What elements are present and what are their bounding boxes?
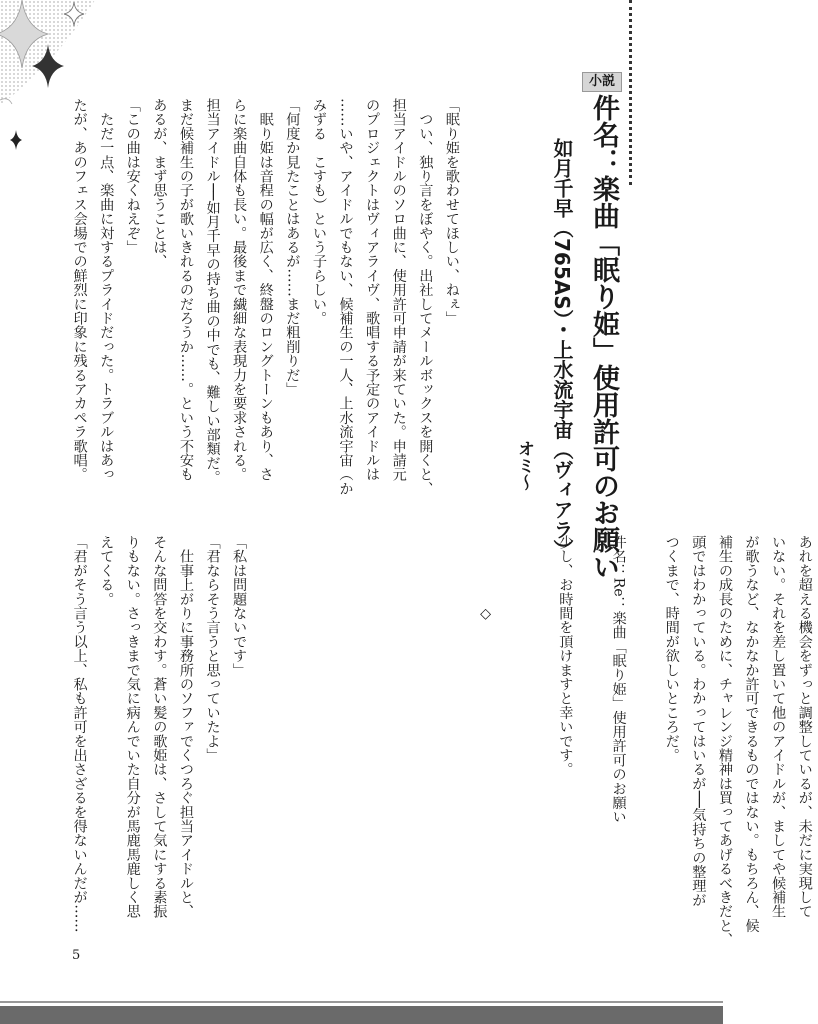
- text-line: そんな問答を交わす。蒼い髪の歌姫は、さして気にする素振: [151, 535, 168, 919]
- text-line: [632, 535, 659, 935]
- text-line: [499, 535, 526, 935]
- text-line: 頭ではわかっている。わかってはいるが──気持ちの整理が: [690, 535, 707, 908]
- story-characters: 如月千早（765AS）・上水流宇宙（ヴィアラ）: [550, 138, 574, 560]
- text-line: ……いや、アイドルでもない、候補生の一人、上水流宇宙（か: [337, 98, 354, 496]
- text-line: が歌うなど、なかなか許可できるものではない。もちろん、候: [743, 535, 760, 933]
- text-line: みずる こすも）という子らしい。: [310, 98, 327, 326]
- text-line: [578, 535, 605, 935]
- text-line: いない。それを差し置いて他のアイドルが、ましてや候補生: [770, 535, 787, 919]
- upper-text-block: [66, 98, 465, 498]
- dotted-divider: [629, 0, 632, 185]
- text-line: 補生の成長のために、チャレンジ精神は買ってあげるべきだと、: [716, 535, 733, 947]
- text-line: 「何度か見たことはあるが……まだ粗削りだ」: [284, 98, 301, 397]
- text-line: あるが、まず思うことは、: [151, 98, 168, 269]
- footer-rule: [0, 1001, 723, 1003]
- text-line: えてくる。: [98, 535, 115, 606]
- scene-break-diamond-icon: ◇: [477, 535, 494, 622]
- email-subject-line: 件名：Re：楽曲「眠り姫」使用許可のお願い: [610, 535, 627, 824]
- text-line: つくまで、時間が欲しいところだ。: [663, 535, 680, 763]
- text-line: 「私は問題ないです」: [231, 535, 248, 677]
- category-badge: 小説: [582, 72, 622, 92]
- text-line: 「君ならそう言うと思っていたよ」: [204, 535, 221, 763]
- story-author: オミ〜: [514, 440, 534, 491]
- footer-bar: [0, 1006, 723, 1024]
- text-line: [525, 535, 552, 935]
- text-line: あれを超える機会をずっと調整しているが、未だに実現して: [796, 535, 813, 919]
- story-title: 件名：楽曲「眠り姫」使用許可のお願い: [588, 94, 619, 580]
- text-line: 眠り姫は音程の幅が広く、終盤のロングトーンもあり、さ: [257, 98, 274, 482]
- text-line: 担当アイドルのソロ曲に、使用許可申請が来ていた。申請元: [390, 98, 407, 482]
- text-line: ただ一点、楽曲に対するプライドだった。トラブルはあっ: [98, 98, 115, 482]
- lower-left-text-block: [66, 535, 252, 935]
- text-line: つい、独り言をぼやく。出社してメールボックスを開くと、: [417, 98, 434, 496]
- sparkle-small-icon: [10, 130, 22, 150]
- text-line: まだ候補生の子が歌いきれるのだろうか……。という不安も: [177, 98, 194, 482]
- text-line: 「眠り姫を歌わせてほしい、ねぇ」: [443, 98, 460, 326]
- text-line: 仕事上がりに事務所のソファでくつろぐ担当アイドルと、: [177, 535, 194, 919]
- text-line: 「君がそう言う以上、私も許可を出さざるを得ないんだが……: [71, 535, 88, 933]
- text-line: らに楽曲自体も長い。最後まで繊細な表現力を要求される。: [231, 98, 248, 482]
- text-line: のプロジェクトはヴィアライヴ、歌唱する予定のアイドルは: [364, 98, 381, 482]
- text-line: 少し、お時間を頂けますと幸いです。: [557, 535, 574, 777]
- lower-right-text-block: [472, 535, 818, 947]
- text-line: 「この曲は安くねえぞ」: [124, 98, 141, 255]
- page-number: 5: [72, 948, 81, 963]
- text-line: りもない。さっきまで気に病んでいた自分が馬鹿馬鹿しく思: [124, 535, 141, 919]
- text-line: 担当アイドル──如月千早の持ち曲の中でも、難しい部類だ。: [204, 98, 221, 485]
- text-line: たが、あのフェス会場での鮮烈に印象に残るアカペラ歌唱。: [71, 98, 88, 482]
